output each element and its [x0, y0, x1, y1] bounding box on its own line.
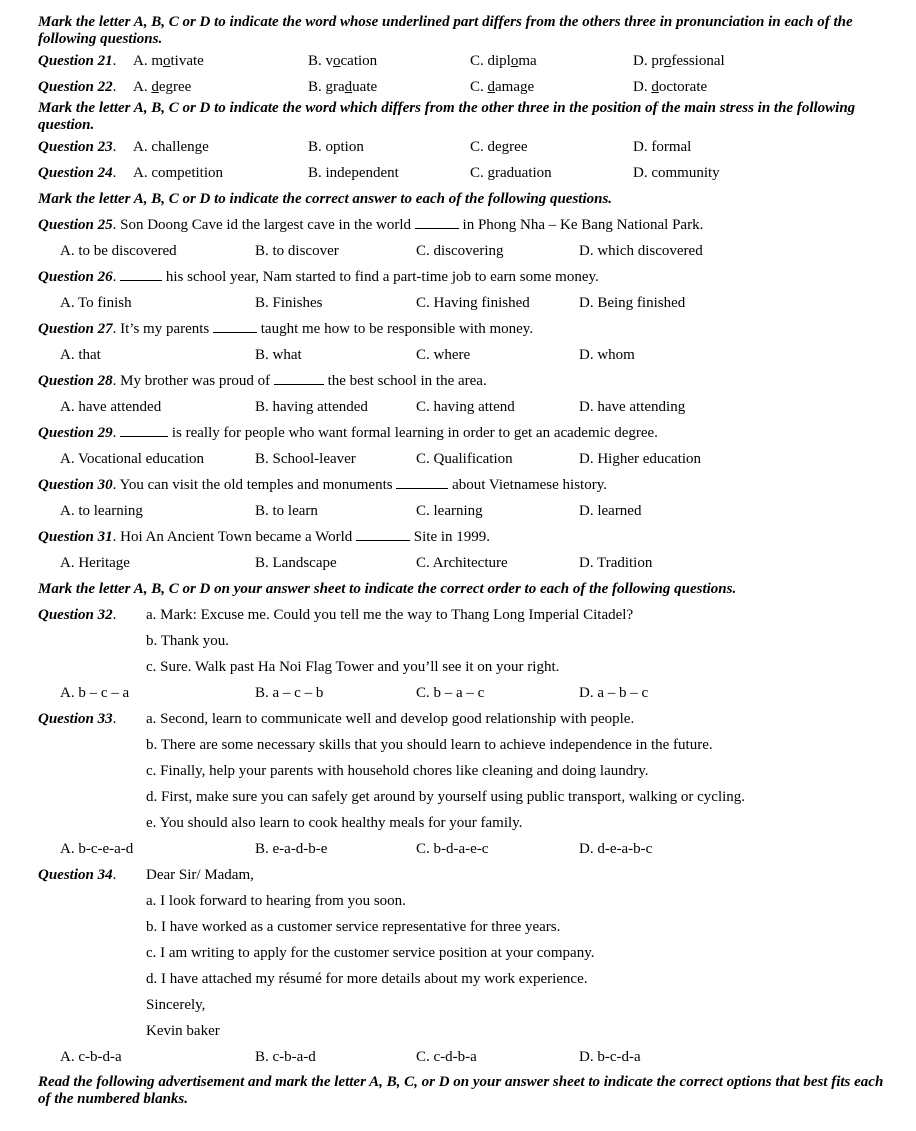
question-label: Question 25: [38, 217, 113, 233]
option-b: B. c-b-a-d: [255, 1049, 316, 1065]
letter-closing: Sincerely,: [146, 997, 206, 1013]
option-a: A. challenge: [133, 139, 209, 155]
option-c: C. learning: [416, 503, 483, 519]
answer-options-33: [38, 836, 898, 862]
order-item: c. Finally, help your parents with household chores like cleaning and doing laundry.: [146, 763, 649, 779]
order-item: a. Mark: Excuse me. Could you tell me the way to Thang Long Imperial Citadel?: [146, 607, 634, 623]
option-b: B. what: [255, 347, 302, 363]
option-d: D. doctorate: [633, 79, 708, 95]
option-d: D. whom: [579, 347, 635, 363]
question-34: Question 34. Dear Sir/ Madam,: [38, 862, 898, 888]
option-c: C. degree: [470, 139, 528, 155]
answer-blank: [415, 214, 459, 229]
order-item: a. I look forward to hearing from you soon.: [146, 893, 406, 909]
option-b: B. independent: [308, 165, 399, 181]
answer-options-25: [38, 238, 898, 264]
option-b: B. to discover: [255, 243, 339, 259]
option-b: B. Finishes: [255, 295, 323, 311]
option-a: A. have attended: [60, 399, 162, 415]
section-instruction-reading: Read the following advertisement and mark the letter A, B, C, or D on your answer sheet to indicate the correct options that best fits each of the numbered blanks.: [38, 1074, 884, 1107]
order-item: b. I have worked as a customer service representative for three years.: [146, 919, 561, 935]
option-a: A. that: [60, 347, 101, 363]
option-d: D. a – b – c: [579, 685, 649, 701]
order-item: a. Second, learn to communicate well and develop good relationship with people.: [146, 711, 635, 727]
section-instruction-order: Mark the letter A, B, C or D on your answer sheet to indicate the correct order to each of the following questions.: [38, 581, 737, 597]
option-b: B. graduate: [308, 79, 378, 95]
answer-blank: [356, 526, 410, 541]
option-c: C. b – a – c: [416, 685, 485, 701]
answer-options-32: [38, 680, 898, 706]
option-c: C. Architecture: [416, 555, 508, 571]
answer-options-31: [38, 550, 898, 576]
answer-blank: [120, 422, 168, 437]
option-d: D. Higher education: [579, 451, 702, 467]
question-label: Question 22: [38, 79, 113, 95]
question-label: Question 21: [38, 53, 113, 69]
answer-options-27: [38, 342, 898, 368]
question-label: Question 34: [38, 867, 113, 883]
question-28: Question 28. My brother was proud of the best school in the area.: [38, 368, 898, 394]
option-a: A. Heritage: [60, 555, 130, 571]
question-25: Question 25. Son Doong Cave id the largest cave in the world in Phong Nha – Ke Bang National Park.: [38, 212, 898, 238]
option-a: A. Vocational education: [60, 451, 204, 467]
question-27: Question 27. It’s my parents taught me how to be responsible with money.: [38, 316, 898, 342]
question-22: Question 22. A. degree B. graduate C. damage D. doctorate: [38, 74, 898, 100]
question-label: Question 33: [38, 711, 113, 727]
answer-options-28: [38, 394, 898, 420]
answer-blank: [120, 266, 162, 281]
option-d: D. b-c-d-a: [579, 1049, 641, 1065]
question-label: Question 23: [38, 139, 113, 155]
option-c: C. damage: [470, 79, 535, 95]
option-d: D. formal: [633, 139, 692, 155]
answer-options-34: [38, 1044, 898, 1070]
section-instruction-pronunciation: Mark the letter A, B, C or D to indicate the word whose underlined part differs from the others three in pronunciation in each of the following questions.: [38, 14, 853, 47]
option-a: A. c-b-d-a: [60, 1049, 122, 1065]
question-label: Question 31: [38, 529, 113, 545]
option-b: B. vocation: [308, 53, 378, 69]
option-b: B. option: [308, 139, 364, 155]
order-item: b. There are some necessary skills that you should learn to achieve independence in the future.: [146, 737, 713, 753]
question-26: Question 26. his school year, Nam started to find a part-time job to earn some money.: [38, 264, 898, 290]
letter-greeting: Dear Sir/ Madam,: [146, 867, 254, 883]
question-label: Question 29: [38, 425, 113, 441]
question-32: Question 32. a. Mark: Excuse me. Could you tell me the way to Thang Long Imperial Citadel?: [38, 602, 898, 628]
option-c: C. having attend: [416, 399, 515, 415]
option-c: C. discovering: [416, 243, 504, 259]
option-c: C. Qualification: [416, 451, 513, 467]
option-c: C. c-d-b-a: [416, 1049, 477, 1065]
option-d: D. learned: [579, 503, 642, 519]
option-d: D. professional: [633, 53, 725, 69]
answer-options-26: [38, 290, 898, 316]
option-a: A. degree: [133, 79, 192, 95]
section-instruction-stress: Mark the letter A, B, C or D to indicate the word which differs from the other three in the position of the main stress in the following question.: [38, 100, 856, 133]
letter-signature: Kevin baker: [146, 1023, 220, 1039]
answer-options-29: [38, 446, 898, 472]
option-a: A. b – c – a: [60, 685, 130, 701]
answer-blank: [396, 474, 448, 489]
option-d: D. Being finished: [579, 295, 686, 311]
option-d: D. community: [633, 165, 720, 181]
option-a: A. competition: [133, 165, 223, 181]
question-33: Question 33. a. Second, learn to communicate well and develop good relationship with people.: [38, 706, 898, 732]
question-29: Question 29. is really for people who want formal learning in order to get an academic degree.: [38, 420, 898, 446]
question-21: Question 21. A. motivate B. vocation C. diploma D. professional: [38, 48, 898, 74]
question-label: Question 32: [38, 607, 113, 623]
order-item: d. First, make sure you can safely get around by yourself using public transport, walking or cycling.: [146, 789, 746, 805]
question-label: Question 27: [38, 321, 113, 337]
question-label: Question 26: [38, 269, 113, 285]
answer-blank: [213, 318, 257, 333]
order-item: e. You should also learn to cook healthy meals for your family.: [146, 815, 523, 831]
option-c: C. diploma: [470, 53, 537, 69]
option-b: B. a – c – b: [255, 685, 324, 701]
option-c: C. graduation: [470, 165, 552, 181]
option-a: A. To finish: [60, 295, 132, 311]
option-b: B. to learn: [255, 503, 318, 519]
question-31: Question 31. Hoi An Ancient Town became a World Site in 1999.: [38, 524, 898, 550]
question-label: Question 30: [38, 477, 113, 493]
option-c: C. b-d-a-e-c: [416, 841, 489, 857]
option-a: A. motivate: [133, 53, 204, 69]
option-d: D. d-e-a-b-c: [579, 841, 653, 857]
worksheet: [38, 14, 898, 1108]
question-23: Question 23. A. challenge B. option C. degree D. formal: [38, 134, 898, 160]
option-a: A. b-c-e-a-d: [60, 841, 134, 857]
option-d: D. have attending: [579, 399, 686, 415]
option-c: C. Having finished: [416, 295, 530, 311]
order-item: c. Sure. Walk past Ha Noi Flag Tower and you’ll see it on your right.: [146, 659, 560, 675]
option-a: A. to be discovered: [60, 243, 177, 259]
question-30: Question 30. You can visit the old temples and monuments about Vietnamese history.: [38, 472, 898, 498]
option-c: C. where: [416, 347, 471, 363]
answer-blank: [274, 370, 324, 385]
option-a: A. to learning: [60, 503, 143, 519]
option-b: B. having attended: [255, 399, 368, 415]
option-b: B. e-a-d-b-e: [255, 841, 328, 857]
question-label: Question 28: [38, 373, 113, 389]
section-instruction-correct-answer: Mark the letter A, B, C or D to indicate the correct answer to each of the following questions.: [38, 191, 613, 207]
option-d: D. Tradition: [579, 555, 653, 571]
order-item: c. I am writing to apply for the customer service position at your company.: [146, 945, 595, 961]
option-b: B. Landscape: [255, 555, 337, 571]
option-b: B. School-leaver: [255, 451, 356, 467]
question-label: Question 24: [38, 165, 113, 181]
order-item: b. Thank you.: [146, 633, 230, 649]
question-24: Question 24. A. competition B. independent C. graduation D. community: [38, 160, 898, 186]
order-item: d. I have attached my résumé for more details about my work experience.: [146, 971, 588, 987]
answer-options-30: [38, 498, 898, 524]
option-d: D. which discovered: [579, 243, 703, 259]
